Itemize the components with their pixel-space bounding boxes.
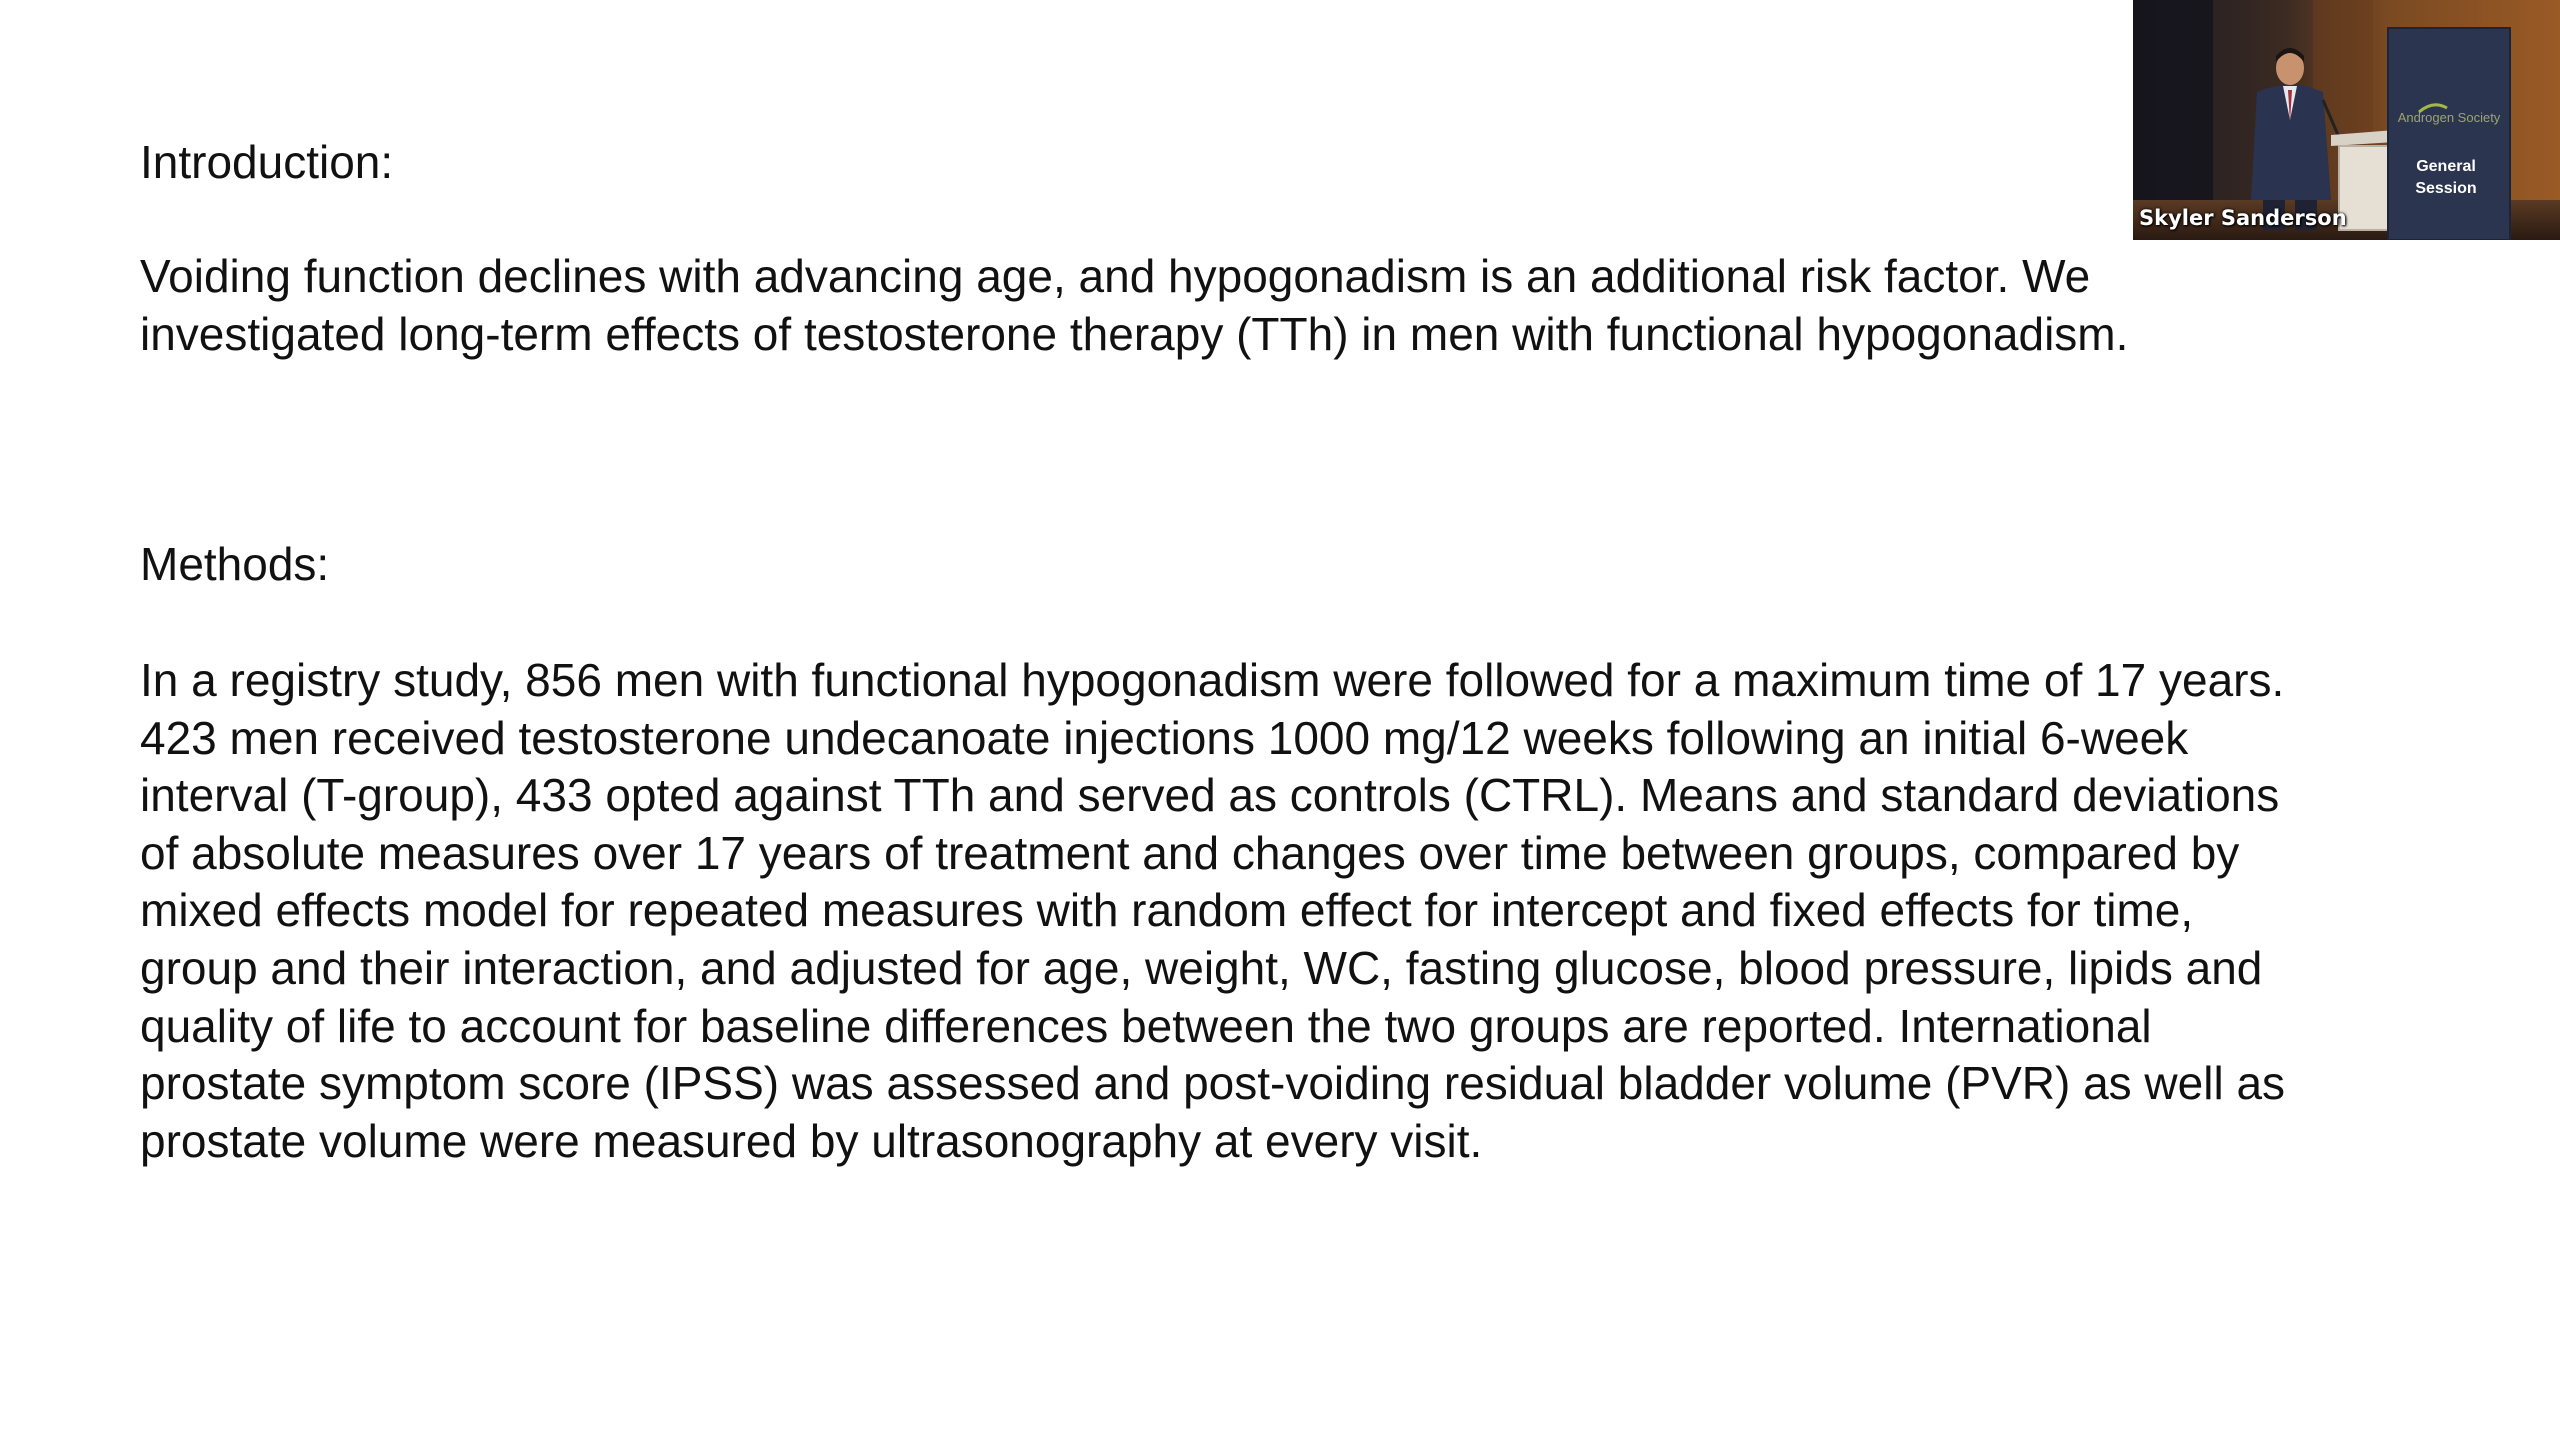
speaker-video-feed <box>2133 0 2560 240</box>
banner-line-2: Session <box>2415 180 2477 197</box>
methods-line: of absolute measures over 17 years of treatment and changes over time between groups, compared by <box>140 826 2240 879</box>
introduction-line: Voiding function declines with advancing age, and hypogonadism is an additional risk factor. We <box>140 250 2091 302</box>
methods-line: quality of life to account for baseline differences between the two groups are reported. International <box>140 999 2152 1052</box>
methods-paragraph <box>140 652 2400 1170</box>
methods-line: interval (T-group), 433 opted against TTh and served as controls (CTRL). Means and standard deviations <box>140 769 2280 822</box>
methods-line: 423 men received testosterone undecanoate injections 1000 mg/12 weeks following an initial 6-week <box>140 711 2189 764</box>
methods-line: In a registry study, 856 men with functional hypogonadism were followed for a maximum time of 17 years. <box>140 654 2285 706</box>
methods-line: prostate volume were measured by ultrasonography at every visit. <box>140 1114 1483 1167</box>
introduction-paragraph <box>140 248 2400 363</box>
speaker-video-tile[interactable] <box>2133 0 2560 240</box>
introduction-heading: Introduction: <box>140 136 394 188</box>
presentation-slide <box>140 0 2400 1438</box>
banner-logo-text: Androgen Society <box>2397 110 2501 125</box>
speaker-name-label: Skyler Sanderson <box>2139 206 2347 230</box>
introduction-line: investigated long-term effects of testosterone therapy (TTh) in men with functional hypogonadism. <box>140 307 2129 360</box>
methods-line: prostate symptom score (IPSS) was assessed and post-voiding residual bladder volume (PVR) as well as <box>140 1057 2286 1110</box>
methods-line: group and their interaction, and adjusted for age, weight, WC, fasting glucose, blood pressure, lipids and <box>140 941 2263 994</box>
methods-line: mixed effects model for repeated measures with random effect for intercept and fixed effects for time, <box>140 884 2194 937</box>
banner-line-1: General <box>2416 158 2476 175</box>
methods-heading: Methods: <box>140 538 330 590</box>
